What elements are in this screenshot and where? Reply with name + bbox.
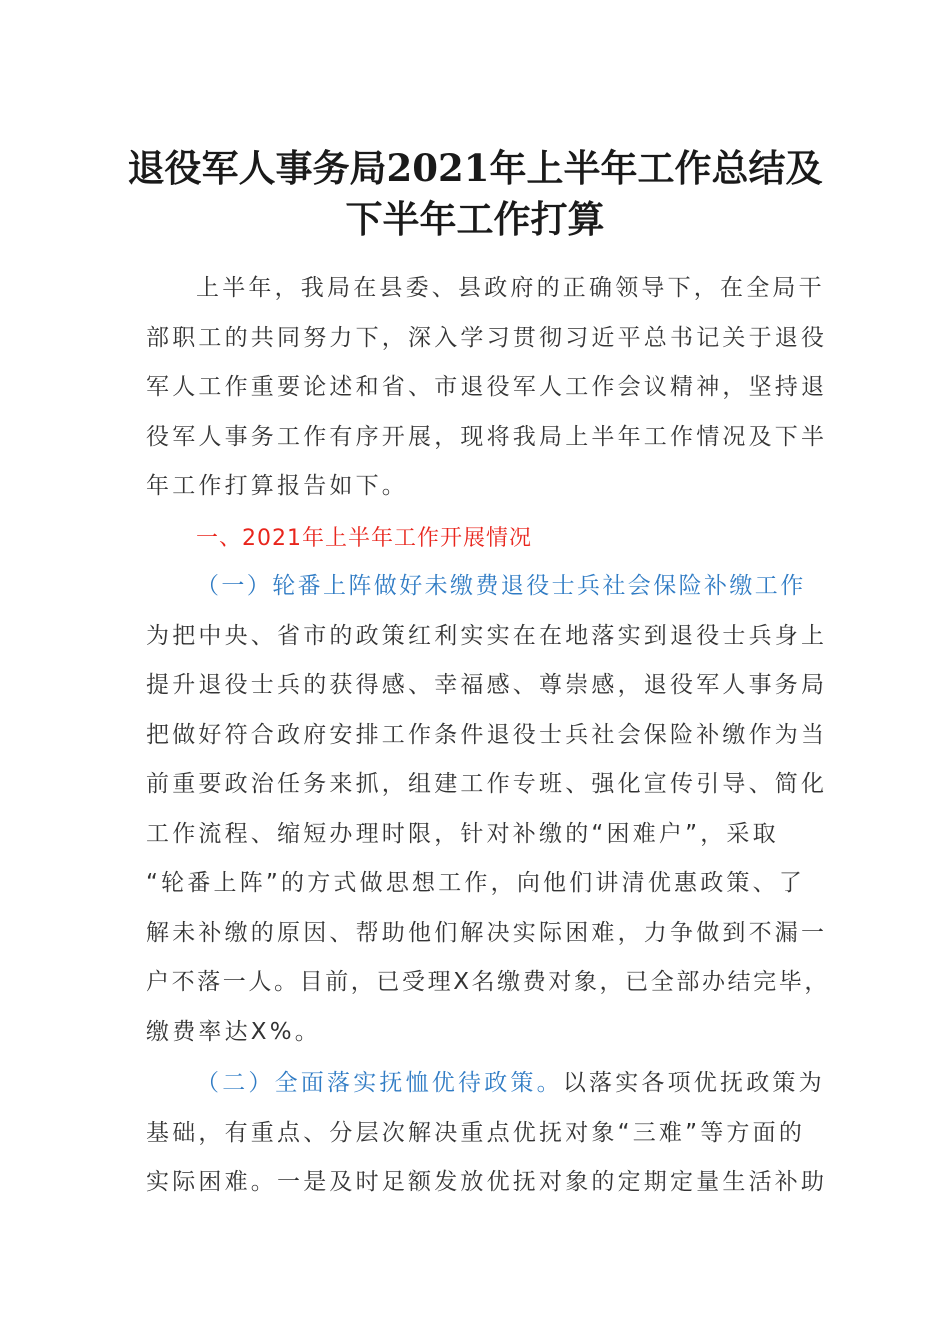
document-title-line-1: 退役军人事务局2021年上半年工作总结及 (127, 146, 823, 190)
subsection-1-line: 前重要政治任务来抓，组建工作专班、强化宣传引导、简化 (146, 771, 828, 797)
subsection-2 (146, 1059, 828, 1208)
intro-line: 部职工的共同努力下，深入学习贯彻习近平总书记关于退役 (146, 324, 828, 351)
document-title-line-2: 下半年工作打算 (345, 197, 605, 241)
section-heading-1: 一、2021年上半年工作开展情况 (196, 526, 532, 551)
intro-line: 上半年，我局在县委、县政府的正确领导下，在全局干 (196, 275, 825, 301)
subsection-1-line: “轮番上阵”的方式做思想工作，向他们讲清优惠政策、了 (146, 870, 806, 896)
subsection-1 (146, 562, 830, 1057)
subsection-1-line: 提升退役士兵的获得感、幸福感、尊崇感，退役军人事务局 (146, 672, 828, 698)
subsection-1-line: 把做好符合政府安排工作条件退役士兵社会保险补缴作为当 (146, 721, 828, 748)
intro-paragraph (146, 264, 828, 512)
subsection-1-line: 为把中央、省市的政策红利实实在在地落实到退役士兵身上 (146, 622, 828, 649)
subsection-1-heading: （一）轮番上阵做好未缴费退役士兵社会保险补缴工作 (196, 573, 806, 599)
intro-line: 役军人事务工作有序开展，现将我局上半年工作情况及下半 (146, 423, 828, 450)
subsection-2-first-tail: 以落实各项优抚政策为 (562, 1070, 825, 1096)
subsection-2-line: 基础，有重点、分层次解决重点优抚对象“三难”等方面的 (146, 1119, 806, 1146)
subsection-1-line: 户不落一人。目前，已受理X名缴费对象，已全部办结完毕， (146, 969, 830, 995)
intro-line: 军人工作重要论述和省、市退役军人工作会议精神，坚持退 (146, 374, 828, 400)
subsection-1-line: 解未补缴的原因、帮助他们解决实际困难，力争做到不漏一 (146, 919, 828, 946)
subsection-1-line: 缴费率达X%。 (146, 1018, 322, 1045)
subsection-2-line: 实际困难。一是及时足额发放优抚对象的定期定量生活补助 (146, 1169, 828, 1195)
subsection-2-first-line (146, 1059, 825, 1109)
subsection-1-line: 工作流程、缩短办理时限，针对补缴的“困难户”，采取 (146, 820, 779, 847)
subsection-2-heading: （二）全面落实抚恤优待政策。 (196, 1070, 563, 1096)
intro-line: 年工作打算报告如下。 (146, 473, 408, 499)
